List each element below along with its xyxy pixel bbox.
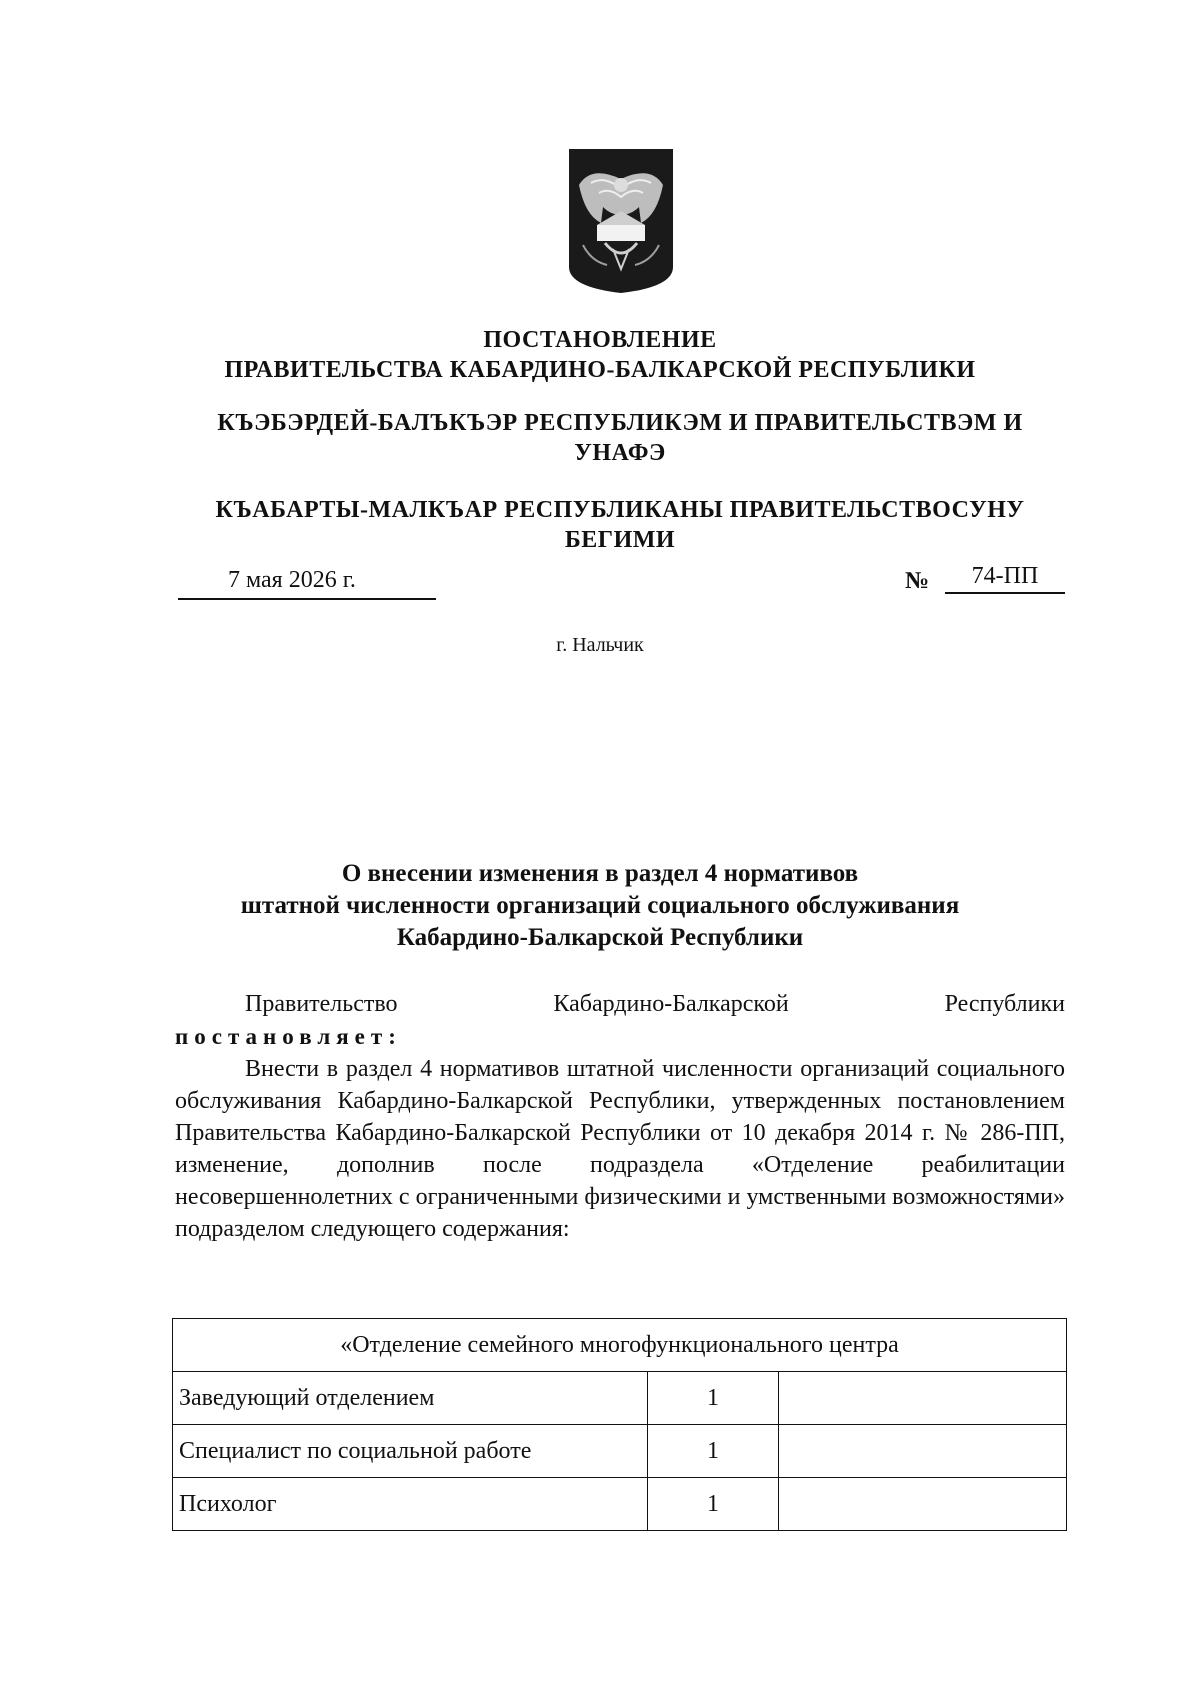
position-cell: Заведующий отделением [173,1372,648,1425]
table-heading: «Отделение семейного многофункционального центра [173,1319,1067,1372]
balkar-title-line2: БЕГИМИ [564,527,676,553]
balkar-title-line1: КЪАБАРТЫ-МАЛКЪАР РЕСПУБЛИКАНЫ ПРАВИТЕЛЬСТВОСУНУ [215,497,1025,523]
document-date-text: 7 мая 2026 г. [228,567,356,593]
table-heading-row [173,1319,1067,1372]
issuer-title: ПРАВИТЕЛЬСТВА КАБАРДИНО-БАЛКАРСКОЙ РЕСПУБЛИКИ [224,357,976,383]
document-number: 74-ПП [945,562,1065,594]
decree-word: постановляет: [175,1024,402,1049]
subject-line1: О внесении изменения в раздел 4 нормативов [341,860,859,887]
count-cell: 1 [647,1372,778,1425]
note-cell [779,1425,1067,1478]
government-word: Правительство [245,991,398,1017]
count-cell: 1 [647,1425,778,1478]
kabardian-title-line2: УНАФЭ [574,440,666,466]
kabardian-title-line1: КЪЭБЭРДЕЙ-БАЛЪКЪЭР РЕСПУБЛИКЭМ И ПРАВИТЕЛЬСТВЭМ И [217,410,1023,436]
table-row [173,1478,1067,1531]
body-paragraph: Внести в раздел 4 нормативов штатной численности организаций социального обслуживания Кабардино-Балкарской Республики, утвержденных постановлением Правительства Кабардино-Балкарской Республики от 10 декабря 2014 г. № 286-ПП, изменение, дополнив после подраздела «Отделение реабилитации несовершеннолетних с ограниченными физическими и умственными возможностями» подразделом следующего содержания: [175,1056,1065,1242]
republic-name-word: Кабардино-Балкарской [553,991,789,1017]
document-date [178,566,436,600]
table-row [173,1372,1067,1425]
position-cell: Специалист по социальной работе [173,1425,648,1478]
city-name: г. Нальчик [556,634,644,656]
republic-word: Республики [944,991,1065,1017]
coat-of-arms-emblem [561,145,681,295]
staffing-table [172,1318,1067,1531]
table-row [173,1425,1067,1478]
document-subject [150,858,1050,954]
number-sign: № [905,568,930,594]
note-cell [779,1372,1067,1425]
subject-line3: Кабардино-Балкарской Республики [396,924,804,951]
position-cell: Психолог [173,1478,648,1531]
subject-line2: штатной численности организаций социального обслуживания [240,892,960,919]
kabardian-title [180,408,1060,468]
balkar-title [180,495,1060,555]
government-line [175,988,1065,1020]
note-cell [779,1478,1067,1531]
document-type-title: ПОСТАНОВЛЕНИЕ [483,327,717,353]
count-cell: 1 [647,1478,778,1531]
